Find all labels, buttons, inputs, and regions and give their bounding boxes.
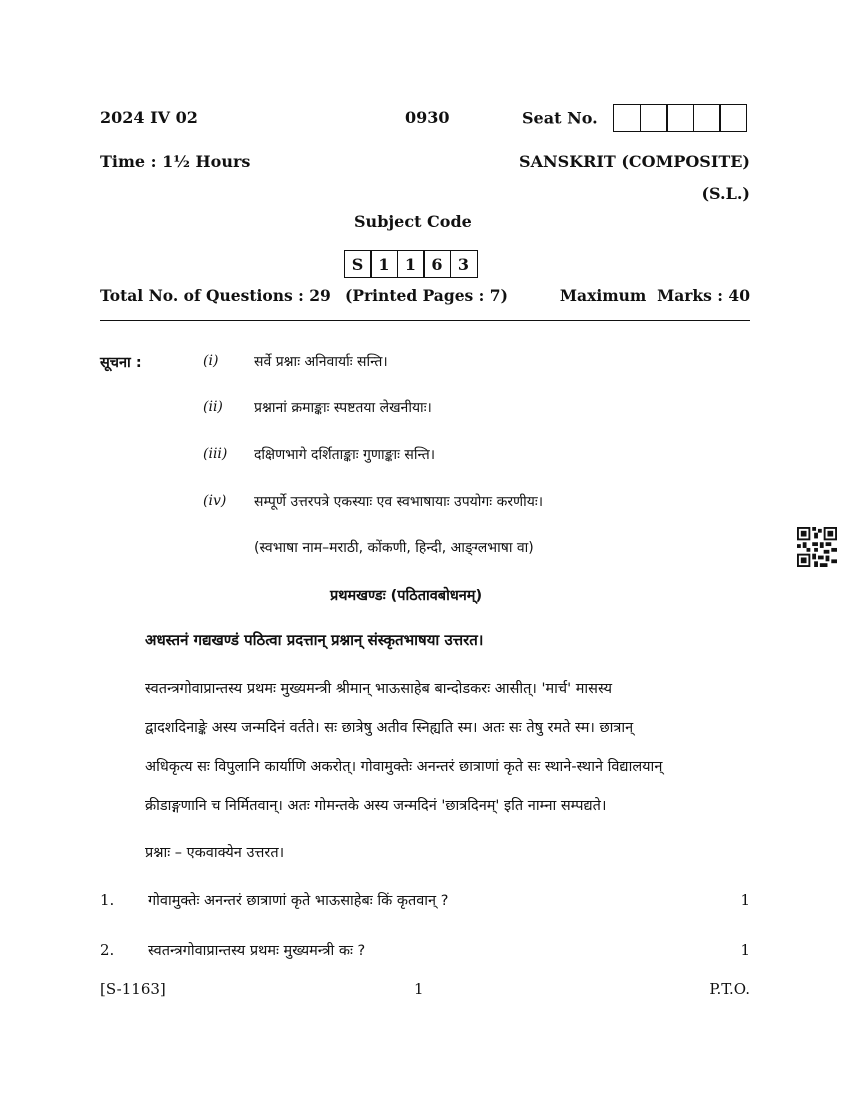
qr-code-icon xyxy=(797,527,837,567)
seat-number-box xyxy=(693,104,721,132)
maximum-marks: Maximum Marks : 40 xyxy=(559,286,750,305)
seat-number-box xyxy=(613,104,641,132)
instruction-text: सम्पूर्णे उत्तरपत्रे एकस्याः एव स्वभाषायाः उपयोगः करणीयः। xyxy=(254,494,544,510)
paper-code-left: 2024 IV 02 xyxy=(100,108,198,127)
question-text: स्वतन्त्रगोवाप्रान्तस्य प्रथमः मुख्यमन्त्री कः ? xyxy=(148,943,366,959)
question-number: 1. xyxy=(100,891,115,909)
seat-number xyxy=(522,104,747,132)
time-allowed: Time : 1½ Hours xyxy=(100,152,251,171)
subject-code-char: 1 xyxy=(397,250,425,278)
instruction-number: (iii) xyxy=(203,446,228,462)
page-number: 1 xyxy=(414,980,424,998)
seat-number-box xyxy=(666,104,694,132)
seat-label: Seat No. xyxy=(522,108,598,128)
passage xyxy=(145,670,751,826)
section-directive: अधस्तनं गद्यखण्डं पठित्वा प्रदत्तान् प्रश्नान् संस्कृतभाषया उत्तरत। xyxy=(145,631,484,649)
subject-title: SANSKRIT (COMPOSITE) xyxy=(519,152,750,171)
section-title: प्रथमखण्डः (पठितावबोधनम्) xyxy=(330,588,483,604)
instruction-number: (iv) xyxy=(203,493,227,509)
subject-code-char: S xyxy=(344,250,372,278)
subject-code-char: 1 xyxy=(370,250,398,278)
question-marks: 1 xyxy=(740,941,750,959)
passage-line: द्वादशदिनाङ्के अस्य जन्मदिनं वर्तते। सः छात्रेषु अतीव स्निह्यति स्म। अतः सः तेषु रमते स्म। छात्रान् xyxy=(145,720,634,736)
question-number: 2. xyxy=(100,941,115,959)
subject-code-char: 3 xyxy=(450,250,478,278)
subject-code-label: Subject Code xyxy=(354,212,472,231)
question-marks: 1 xyxy=(740,891,750,909)
question-prompt: प्रश्नाः – एकवाक्येन उत्तरत। xyxy=(145,845,285,861)
subject-level: (S.L.) xyxy=(701,184,750,203)
header-divider xyxy=(100,320,750,321)
seat-number-box xyxy=(719,104,747,132)
subject-code-char: 6 xyxy=(423,250,451,278)
seat-number-box xyxy=(640,104,668,132)
total-questions: Total No. of Questions : 29 xyxy=(100,286,331,305)
paper-code-center: 0930 xyxy=(405,108,450,127)
printed-pages: (Printed Pages : 7) xyxy=(345,286,508,305)
languages-note: (स्वभाषा नाम–मराठी, कोंकणी, हिन्दी, आङ्ग्लभाषा वा) xyxy=(254,540,534,556)
passage-line: स्वतन्त्रगोवाप्रान्तस्य प्रथमः मुख्यमन्त्री श्रीमान् भाऊसाहेब बान्दोडकरः आसीत्। 'मार्च' मासस्य xyxy=(145,681,613,697)
instruction-number: (i) xyxy=(203,353,219,369)
seat-boxes xyxy=(615,104,748,132)
instruction-text: सर्वे प्रश्नाः अनिवार्याः सन्ति। xyxy=(254,354,388,370)
footer-paper-code: [S-1163] xyxy=(100,980,166,998)
passage-line: अधिकृत्य सः विपुलानि कार्याणि अकरोत्। गोवामुक्तेः अनन्तरं छात्राणां कृते सः स्थाने-स्थाने विद्यालयान् xyxy=(145,759,663,775)
instruction-text: दक्षिणभागे दर्शिताङ्काः गुणाङ्काः सन्ति। xyxy=(254,447,436,463)
subject-code-boxes xyxy=(345,250,478,278)
instruction-number: (ii) xyxy=(203,399,223,415)
instruction-text: प्रश्नानां क्रमाङ्काः स्पष्टतया लेखनीयाः। xyxy=(254,400,432,416)
passage-line: क्रीडाङ्गणानि च निर्मितवान्। अतः गोमन्तके अस्य जन्मदिनं 'छात्रदिनम्' इति नाम्ना सम्पद्यते। xyxy=(145,798,607,814)
instructions-label: सूचना : xyxy=(100,355,142,371)
question-text: गोवामुक्तेः अनन्तरं छात्राणां कृते भाऊसाहेबः किं कृतवान् ? xyxy=(148,893,449,909)
pto-label: P.T.O. xyxy=(709,980,750,998)
